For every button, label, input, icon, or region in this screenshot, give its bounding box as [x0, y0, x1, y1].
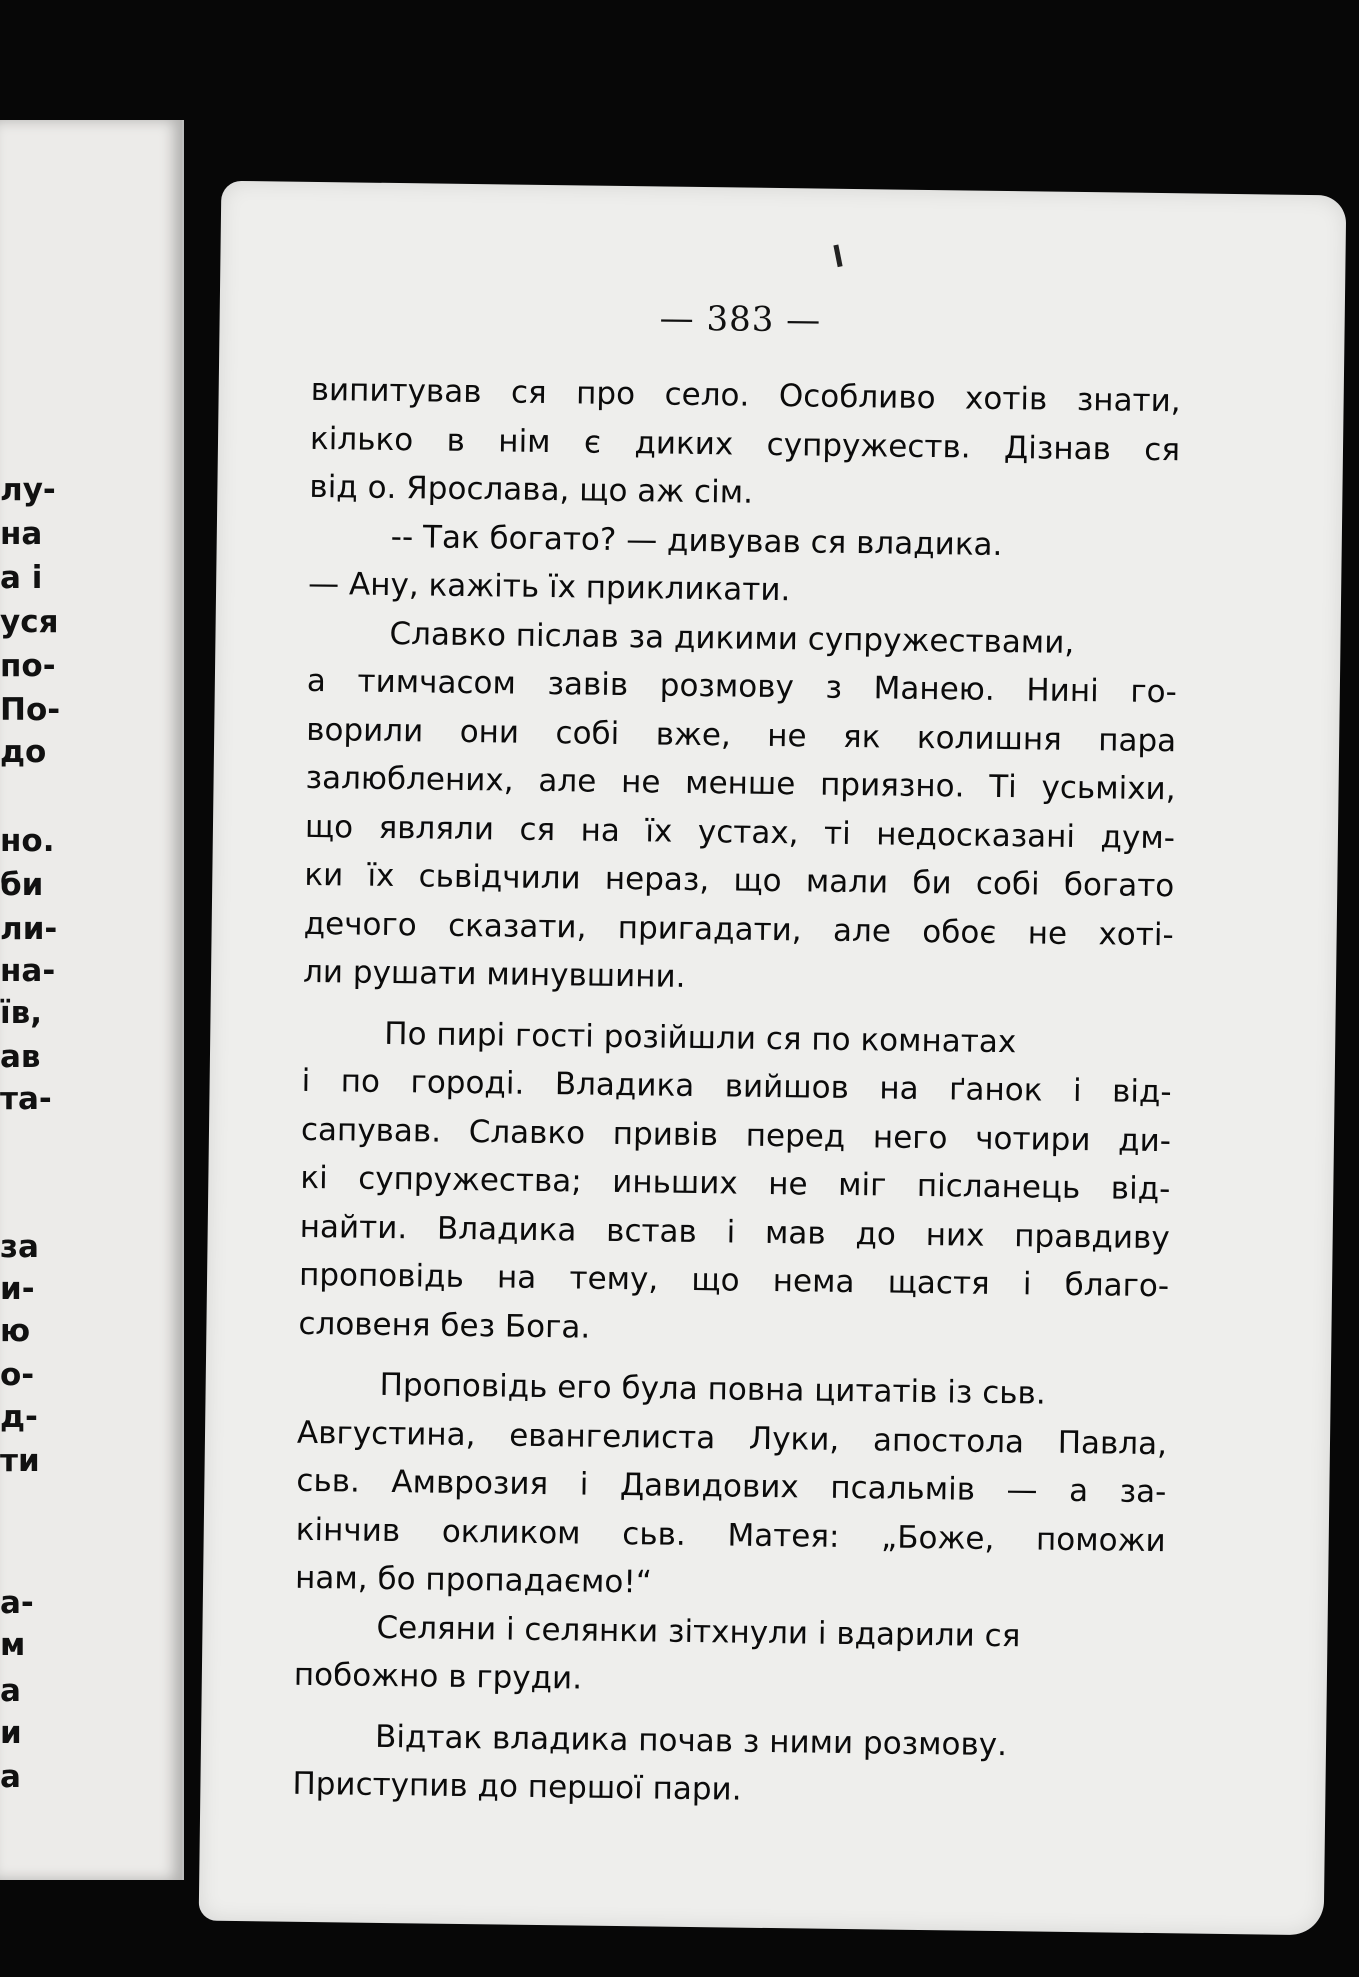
left-fragment: По- — [0, 692, 61, 728]
text-line: Селяни і селянки зітхнули і вдарили ся — [376, 1609, 1021, 1654]
left-fragment: м — [0, 1627, 26, 1663]
text-line: Приступив до першої пари. — [292, 1765, 742, 1808]
text-line: кілько в нім є диких супружеств. Дізнав ся — [309, 420, 1181, 468]
left-fragment: а- — [0, 1585, 34, 1621]
text-line: побожно в груди. — [293, 1656, 583, 1697]
text-line: а тимчасом завів розмову з Манею. Нині го- — [306, 662, 1178, 711]
book-page — [199, 181, 1347, 1936]
left-fragment: до — [0, 734, 47, 770]
text-line: сьв. Амврозия і Давидових псальмів — а за- — [296, 1462, 1167, 1511]
text-line: від о. Ярослава, що аж сім. — [309, 468, 754, 511]
left-fragment: а — [0, 1759, 21, 1795]
text-line: словеня без Бога. — [298, 1305, 591, 1346]
left-fragment: уся — [0, 604, 59, 640]
text-line: ки їх сьвідчили нераз, що мали би собі богато — [304, 856, 1175, 905]
text-line: що являли ся на їх устах, ті недосказані дум- — [304, 808, 1176, 856]
text-line: Августина, евангелиста Луки, апостола Павла, — [296, 1414, 1168, 1462]
text-line: сапував. Славко привів перед него чотири ди- — [300, 1111, 1172, 1159]
text-line: нам, бо пропадаємо!“ — [294, 1559, 653, 1601]
left-fragment: и- — [0, 1271, 35, 1307]
ink-mark — [833, 245, 842, 268]
text-line: ли рушати минувшини. — [302, 953, 686, 995]
text-line: найти. Владика встав і мав до них правдиву — [299, 1208, 1170, 1256]
left-fragment: ли- — [0, 911, 58, 947]
page-number: — 383 — — [659, 298, 822, 341]
text-line: Славко післав за дикими супружествами, — [389, 615, 1075, 661]
text-line: дечого сказати, пригадати, але обоє не хоті- — [303, 905, 1174, 953]
left-fragment: д- — [0, 1399, 38, 1435]
left-fragment: о- — [0, 1357, 35, 1393]
left-fragment: по- — [0, 648, 56, 684]
text-line: ворили они собі вже, не як колишня пара — [306, 711, 1177, 759]
text-line: -- Так богато? — дивував ся владика. — [390, 518, 1003, 563]
left-fragment: лу- — [0, 472, 56, 508]
left-fragment: ти — [0, 1443, 40, 1479]
left-fragment: ав — [0, 1039, 41, 1075]
left-fragment: на — [0, 516, 43, 552]
left-page-edge — [0, 120, 184, 1880]
text-line: По пирі гості розійшли ся по комнатах — [384, 1015, 1017, 1060]
text-line: Проповідь его була повна цитатів із сьв. — [379, 1366, 1046, 1412]
text-line: проповідь на тему, що нема щастя і благо- — [298, 1256, 1170, 1305]
page-text — [292, 366, 1181, 1820]
left-fragment: їв, — [0, 995, 43, 1031]
left-fragment: и — [0, 1715, 22, 1751]
left-fragment: та- — [0, 1081, 52, 1117]
text-line: і по городі. Владика вийшов на ґанок і від- — [301, 1062, 1172, 1111]
left-fragment: а — [0, 1673, 21, 1709]
text-line: залюблених, але не менше приязно. Ті усьміхи, — [305, 759, 1176, 808]
text-line: випитував ся про село. Особливо хотів знати, — [310, 371, 1181, 420]
left-fragment: за — [0, 1229, 39, 1265]
text-line: — Ану, кажіть їх прикликати. — [307, 565, 791, 609]
text-line: кі супружества; иньших не міг післанець від- — [300, 1159, 1171, 1208]
left-fragment: би — [0, 867, 44, 903]
text-line: Відтак владика почав з ними розмову. — [374, 1718, 1008, 1763]
left-fragment: а і — [0, 560, 43, 596]
left-fragment: ю — [0, 1313, 31, 1349]
left-fragment: на- — [0, 953, 56, 989]
left-fragment: но. — [0, 823, 55, 859]
text-line: кінчив окликом сьв. Матея: „Боже, поможи — [295, 1511, 1166, 1559]
